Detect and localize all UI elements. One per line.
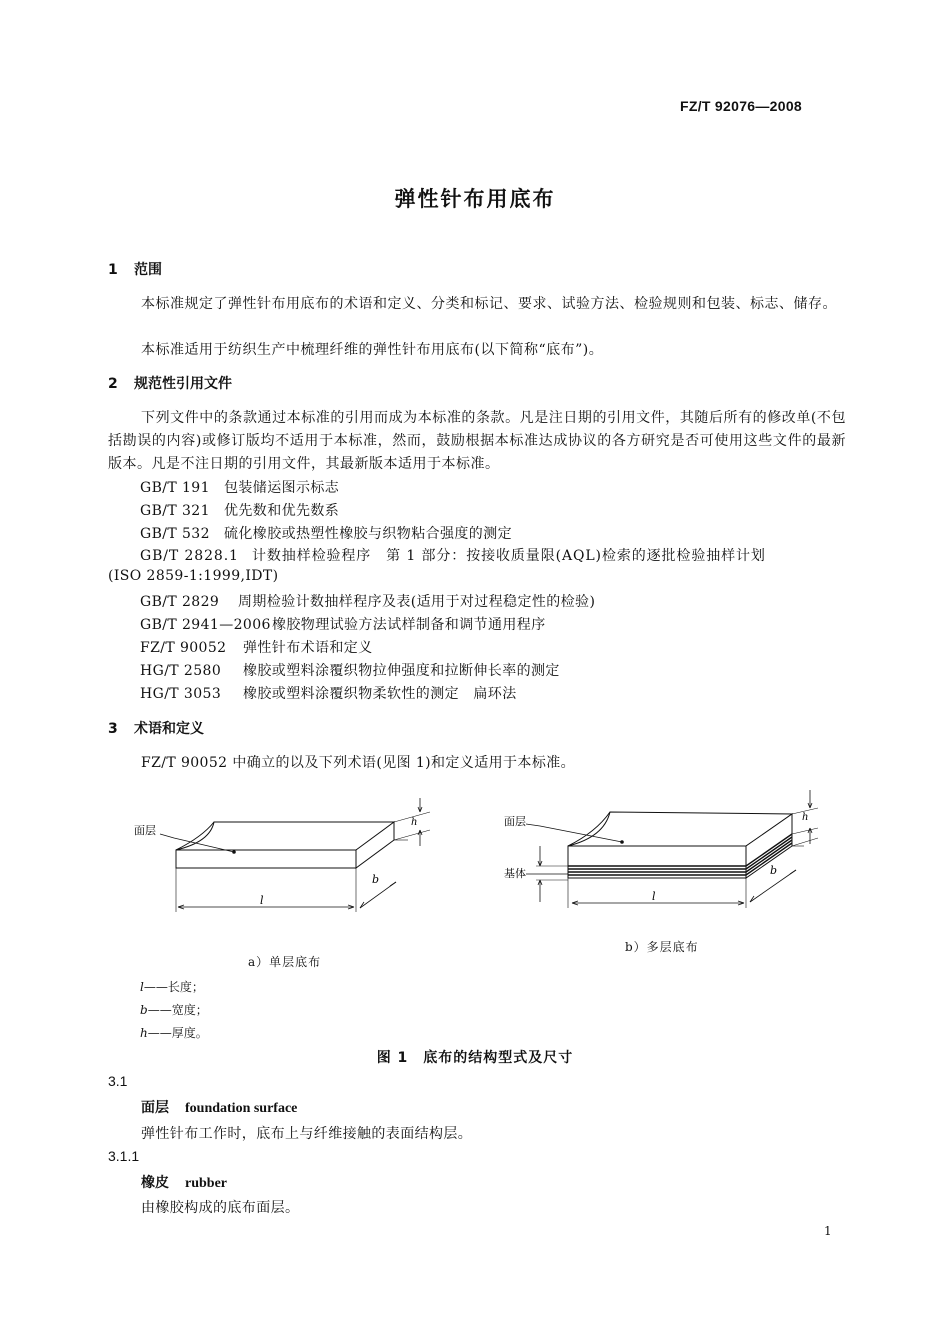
figure-a-caption: a）单层底布 [248,955,322,969]
term-en: foundation surface [185,1101,298,1116]
reference-item [140,614,546,634]
reference-code: HG/T 3053 [140,686,222,702]
reference-code: GB/T 321 [140,503,210,519]
reference-item [140,637,373,657]
term-zh: 橡皮 [141,1175,169,1191]
reference-title: 计数抽样检验程序 第 1 部分：按接收质量限(AQL)检索的逐批检验抽样计划 [252,548,766,564]
figure-b-diagram [500,782,840,922]
reference-code: GB/T 532 [140,526,210,542]
section-1-paragraph-1: 本标准规定了弹性针布用底布的术语和定义、分类和标记、要求、试验方法、检验规则和包装、标志、储存。 [141,296,837,312]
reference-title: 弹性针布术语和定义 [243,640,373,656]
reference-title: 硫化橡胶或热塑性橡胶与织物粘合强度的测定 [224,526,512,542]
term-number: 3.1 [108,1073,128,1089]
legend-symbol: b [140,1003,148,1017]
dim-length-label: l [260,894,264,907]
dim-length-label: l [652,890,656,903]
legend-symbol: l [140,980,144,994]
reference-title: 包装储运图示标志 [224,480,340,496]
dim-thickness-label: h [802,812,809,823]
reference-item [140,683,517,703]
section-3-paragraph-1: FZ/T 90052 中确立的以及下列术语(见图 1)和定义适用于本标准。 [141,755,576,771]
term-heading [141,1172,227,1192]
legend-item [140,1024,208,1041]
section-title: 范围 [134,262,162,278]
section-title: 术语和定义 [134,721,204,737]
reference-continuation: (ISO 2859-1:1999,IDT) [108,568,279,584]
document-title: 弹性针布用底布 [394,187,556,211]
figure-b-caption: b）多层底布 [625,940,699,954]
figure-title: 图 1 底布的结构型式及尺寸 [376,1050,574,1066]
section-number: 2 [108,376,118,392]
reference-code: GB/T 2828.1 [140,548,239,564]
reference-item [140,591,595,611]
reference-item [140,523,512,543]
section-3-heading [108,718,204,738]
section-number: 1 [108,262,118,278]
reference-title: 优先数和优先数系 [224,503,340,519]
dim-width-label: b [372,873,380,886]
term-number: 3.1.1 [108,1148,140,1164]
fabric-front-face [568,846,746,878]
reference-item [140,660,560,680]
legend-text: ——宽度； [147,1003,208,1017]
section-number: 3 [108,721,118,737]
legend-item [140,978,204,995]
section-2-heading [108,373,232,393]
reference-item [140,545,766,565]
section-title: 规范性引用文件 [134,376,232,392]
reference-title: 橡胶或塑料涂覆织物柔软性的测定 扁环法 [243,686,517,702]
label-base: 基体 [504,867,526,880]
dim-thickness-label: h [411,817,418,828]
reference-title: 橡胶或塑料涂覆织物拉伸强度和拉断伸长率的测定 [243,663,560,679]
reference-title: 橡胶物理试验方法试样制备和调节通用程序 [272,617,546,633]
reference-code: GB/T 2829 [140,594,220,610]
reference-item [140,500,339,520]
term-definition: 弹性针布工作时，底布上与纤维接触的表面结构层。 [141,1126,473,1142]
section-2-paragraph-1: 下列文件中的条款通过本标准的引用而成为本标准的条款。凡是注日期的引用文件，其随后所有的修改单(不包括勘误的内容)或修订版均不适用于本标准，然而，鼓励根据本标准达成协议的各方研究是否可使用这些文件的最新版本。凡是不注日期的引用文件，其最新版本适用于本标准。 [108,410,846,472]
fabric-front-face [176,850,356,868]
dim-width-label: b [770,864,778,877]
standard-code: FZ/T 92076—2008 [680,98,803,114]
legend-item [140,1001,208,1018]
reference-title: 周期检验计数抽样程序及表(适用于对过程稳定性的检验) [238,594,596,610]
page-number: 1 [824,1224,832,1238]
term-heading [141,1097,297,1117]
legend-symbol: h [140,1026,148,1040]
legend-text: ——长度； [143,980,204,994]
reference-code: GB/T 2941—2006 [140,617,271,633]
figure-a-diagram [120,782,450,922]
label-surface: 面层 [504,815,526,828]
label-surface: 面层 [134,824,156,837]
reference-code: FZ/T 90052 [140,640,227,656]
section-1-heading [108,259,162,279]
reference-item [140,477,339,497]
section-1-paragraph-2: 本标准适用于纺织生产中梳理纤维的弹性针布用底布(以下简称“底布”)。 [141,342,604,358]
reference-code: GB/T 191 [140,480,210,496]
legend-text: ——厚度。 [147,1026,208,1040]
term-definition: 由橡胶构成的底布面层。 [141,1200,300,1216]
term-zh: 面层 [141,1100,169,1116]
term-en: rubber [185,1176,227,1191]
reference-code: HG/T 2580 [140,663,222,679]
